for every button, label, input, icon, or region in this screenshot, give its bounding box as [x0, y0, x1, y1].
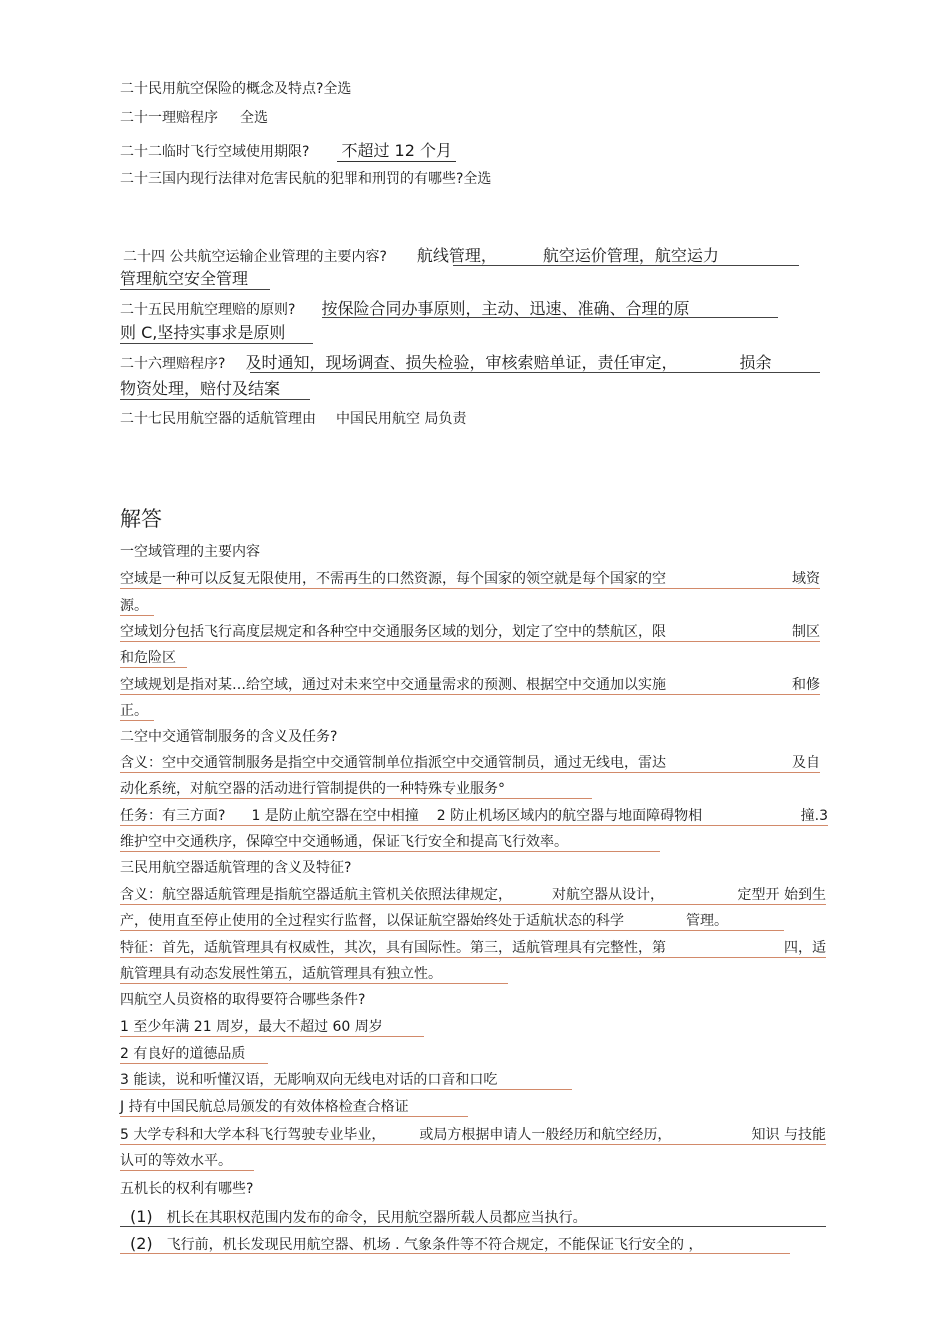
underline [120, 1226, 826, 1227]
answer-text: 含义：航空器适航管理是指航空器适航主管机关依照法律规定， 对航空器从设计， 定型开 始到生 [120, 887, 826, 903]
q26-line: 二十六理赔程序? 及时通知，现场调查、损失检验，审核索赔单证，责任审定， 损余 [120, 353, 772, 372]
underline [120, 720, 154, 721]
q24-line: 二十四 公共航空运输企业管理的主要内容? 航线管理， 航空运价管理，航空运力 [123, 246, 719, 265]
answer-text: 空域规划是指对某…给空域，通过对未来空中交通量需求的预测、根据空中交通加以实施 和修 [120, 677, 820, 693]
answer-item-2: (2) 飞行前，机长发现民用航空器、机场 . 气象条件等不符合规定，不能保证飞行安全的 ， [130, 1234, 703, 1253]
q24-answer-3: 管理航空安全管理 [120, 269, 249, 288]
underline [120, 343, 313, 344]
q25-answer: 按保险合同办事原则，主动、迅速、准确、合理的原 [321, 299, 690, 318]
answer-heading-2: 二空中交通管制服务的含义及任务? [120, 729, 338, 745]
underline [120, 1036, 424, 1037]
answer-text: 正。 [120, 703, 148, 719]
underline [120, 1089, 572, 1090]
underline [120, 1170, 254, 1171]
q21-line: 二十一理赔程序 全选 [120, 110, 268, 126]
q25-answer-2: 则 C,坚持实事求是原则 [120, 323, 286, 342]
answer-text: 和危险区 [120, 650, 176, 666]
answer-text: 3 能读，说和听懂汉语，无彫响双向无线电对话的口音和口吃 [120, 1072, 498, 1088]
answer-heading-1: 一空域管理的主要内容 [120, 544, 260, 560]
q26-answer-2: 物资处理，赔付及结案 [120, 379, 281, 398]
q24-answer-1: 航线管理， [416, 246, 497, 265]
underline [120, 930, 784, 931]
item-number: (1) [130, 1207, 153, 1226]
underline [120, 904, 826, 905]
item-number: (2) [130, 1234, 153, 1253]
underline [120, 1063, 268, 1064]
underline [120, 1253, 790, 1254]
answer-heading-3: 三民用航空器适航管理的含义及特征? [120, 860, 352, 876]
q24-answer-2: 航空运价管理，航空运力 [542, 246, 719, 265]
answer-text: 维护空中交通秩序，保障空中交通畅通，保证飞行安全和提高飞行效率。 [120, 834, 568, 850]
q22-line: 二十二临时飞行空域使用期限? 不超过 12 个月 [120, 140, 456, 162]
underline [250, 372, 820, 373]
underline [322, 317, 778, 318]
answer-text: J 持有中国民航总局颁发的有效体格检查合格证 [120, 1099, 409, 1115]
q20-line: 二十民用航空保险的概念及特点?全选 [120, 81, 352, 97]
q23-line: 二十三国内现行法律对危害民航的犯罪和刑罚的有哪些?全选 [120, 171, 492, 187]
underline [120, 399, 310, 400]
answer-text: 特征：首先，适航管理具有权威性，其次，具有国际性。第三，适航管理具有完整性，第 四，适 [120, 940, 826, 956]
answer-text: 5 大学专科和大学本科飞行驾驶专业毕业， 或局方根据申请人一般经历和航空经历， 知识 与技能 [120, 1127, 826, 1143]
underline [120, 957, 826, 958]
answer-text: 产，使用直至停止使用的全过程实行监督，以保证航空器始终处于适航状态的科学 管理。 [120, 913, 728, 929]
underline [120, 289, 270, 290]
answer-heading-5: 五机长的权利有哪些? [120, 1181, 254, 1197]
underline [453, 265, 799, 266]
underline [120, 1116, 468, 1117]
answer-text: 认可的等效水平。 [120, 1153, 232, 1169]
q26-answer: 及时通知，现场调查、损失检验，审核索赔单证，责任审定， [245, 353, 678, 372]
underline [120, 694, 820, 695]
underline [120, 615, 154, 616]
answer-text: 空域划分包括飞行高度层规定和各种空中交通服务区域的划分，划定了空中的禁航区，限 制区 [120, 624, 820, 640]
answer-text: 航管理具有动态发展性第五，适航管理具有独立性。 [120, 966, 442, 982]
underline [120, 851, 660, 852]
underline [120, 798, 592, 799]
underline [120, 772, 820, 773]
answer-text: 2 有良好的道德品质 [120, 1046, 246, 1062]
underline [120, 667, 187, 668]
answer-heading-4: 四航空人员资格的取得要符合哪些条件? [120, 992, 366, 1008]
answer-text: 源。 [120, 598, 148, 614]
underline [120, 825, 828, 826]
section-title: 解答 [120, 507, 162, 531]
answer-text: 任务：有三方面? 1 是防止航空器在空中相撞 2 防止机场区域内的航空器与地面障碍物相 撞.3 [120, 808, 828, 824]
answer-text: 1 至少年满 21 周岁，最大不超过 60 周岁 [120, 1019, 383, 1035]
underline [120, 983, 508, 984]
answer-text: 含义：空中交通管制服务是指空中交通管制单位指派空中交通管制员，通过无线电，雷达 及自 [120, 755, 820, 771]
q22-answer: 不超过 12 个月 [337, 141, 456, 162]
answer-item-1: (1) 机长在其职权范围内发布的命令，民用航空器所载人员都应当执行。 [130, 1207, 587, 1226]
q27-line: 二十七民用航空器的适航管理由 中国民用航空 局负责 [120, 411, 467, 427]
underline [120, 1144, 826, 1145]
answer-text: 动化系统，对航空器的活动进行管制提供的一种特殊专业服务° [120, 781, 505, 797]
underline [120, 641, 820, 642]
answer-text: 空域是一种可以反复无限使用，不需再生的口然资源，每个国家的领空就是每个国家的空 域资 [120, 571, 820, 587]
q25-line: 二十五民用航空理赔的原则? 按保险合同办事原则，主动、迅速、准确、合理的原 [120, 299, 690, 318]
underline [120, 588, 820, 589]
